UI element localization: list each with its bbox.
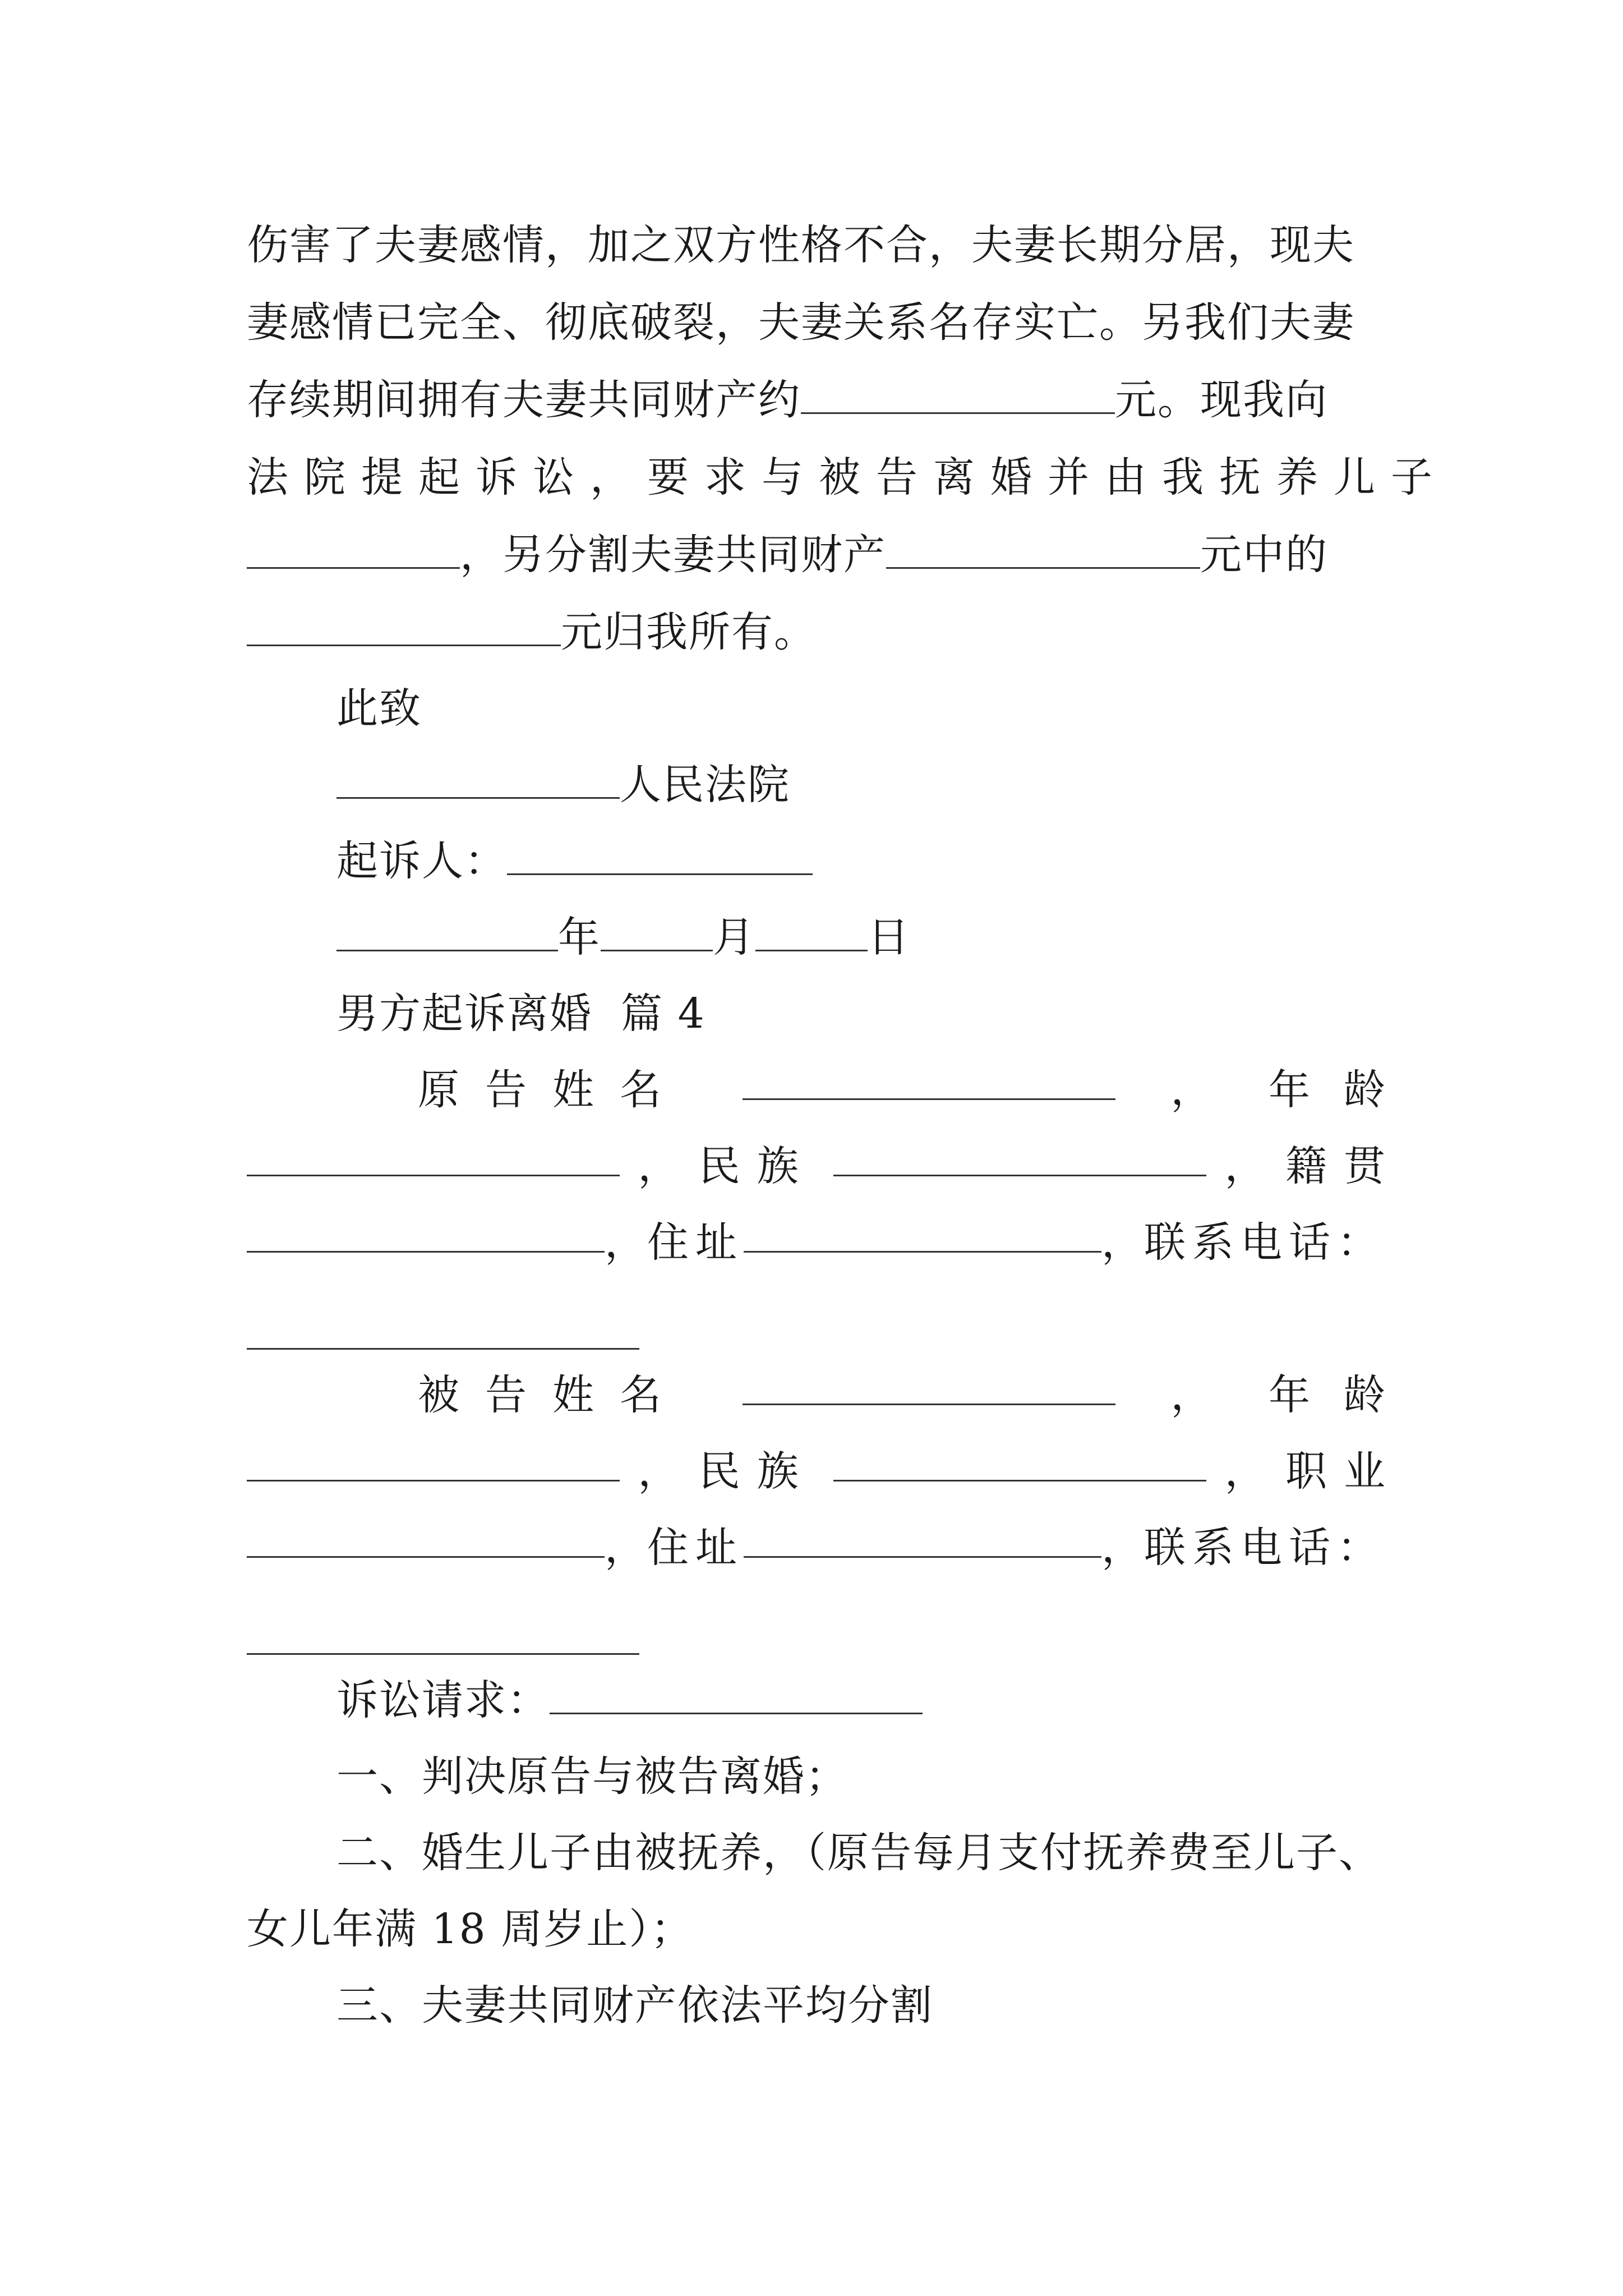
defendant-age-blank[interactable] bbox=[247, 1441, 620, 1481]
claim-1: 一、判决原告与被告离婚； bbox=[336, 1752, 848, 1801]
comma: ， bbox=[605, 1218, 647, 1267]
plaintiff-ethnicity-blank[interactable] bbox=[833, 1135, 1206, 1176]
defendant-phone-label: 联系电话： bbox=[1144, 1524, 1385, 1572]
plaintiff-sign-label: 起诉人： bbox=[336, 837, 507, 885]
body-text: 元归我所有。 bbox=[561, 608, 817, 656]
body-line-4: 法院提起诉讼，要求与被告离婚并由我抚养儿子 bbox=[247, 453, 1448, 501]
defendant-name-blank[interactable] bbox=[743, 1364, 1115, 1405]
defendant-age-label: 年龄 bbox=[1268, 1371, 1419, 1419]
defendant-occupation-label: 职业 bbox=[1285, 1447, 1402, 1496]
comma: ， bbox=[1224, 1447, 1267, 1496]
body-text: 元。现我向 bbox=[1115, 376, 1328, 424]
plaintiff-row-4 bbox=[247, 1288, 1385, 1350]
comma: ， bbox=[1101, 1524, 1144, 1572]
amount-blank[interactable] bbox=[801, 373, 1115, 414]
date-line bbox=[336, 907, 1385, 968]
comma: ， bbox=[1224, 1142, 1267, 1190]
body-line-3 bbox=[247, 369, 1385, 431]
comma: ， bbox=[638, 1447, 681, 1496]
defendant-name-label: 被告姓名 bbox=[418, 1371, 687, 1419]
plaintiff-origin-blank[interactable] bbox=[247, 1212, 605, 1253]
plaintiff-age-blank[interactable] bbox=[247, 1135, 620, 1176]
defendant-row-4 bbox=[247, 1593, 1385, 1655]
plaintiff-sign-line bbox=[336, 830, 1385, 892]
body-text: ，另分割夫妻共同财产 bbox=[460, 531, 886, 579]
claim-3: 三、夫妻共同财产依法平均分割 bbox=[336, 1981, 933, 2030]
comma: ， bbox=[1101, 1218, 1144, 1267]
defendant-row-3 bbox=[247, 1517, 1385, 1579]
claim-2-line-1: 二、婚生儿子由被抚养，（原告每月支付抚养费至儿子、 bbox=[336, 1829, 1381, 1877]
plaintiff-phone-label: 联系电话： bbox=[1144, 1218, 1385, 1267]
salutation: 此致 bbox=[336, 684, 422, 733]
month-label: 月 bbox=[713, 913, 755, 961]
court-line bbox=[336, 754, 1385, 816]
court-name-blank[interactable] bbox=[336, 758, 620, 799]
defendant-ethnicity-blank[interactable] bbox=[833, 1441, 1206, 1481]
comma: ， bbox=[1170, 1371, 1214, 1419]
claims-label-line bbox=[336, 1669, 1385, 1731]
year-blank[interactable] bbox=[336, 910, 558, 951]
plaintiff-ethnicity-label: 民族 bbox=[698, 1142, 815, 1190]
defendant-row-1 bbox=[418, 1364, 1419, 1426]
body-text: 存续期间拥有夫妻共同财产约 bbox=[247, 376, 801, 424]
defendant-row-2 bbox=[247, 1441, 1402, 1502]
plaintiff-address-blank[interactable] bbox=[744, 1212, 1101, 1253]
plaintiff-row-1 bbox=[418, 1059, 1419, 1121]
claims-blank[interactable] bbox=[550, 1673, 923, 1714]
defendant-phone-blank[interactable] bbox=[247, 1614, 639, 1655]
comma: ， bbox=[605, 1524, 647, 1572]
defendant-occupation-blank[interactable] bbox=[247, 1517, 605, 1558]
comma: ， bbox=[1170, 1066, 1214, 1114]
plaintiff-sign-blank[interactable] bbox=[507, 834, 813, 875]
plaintiff-row-3 bbox=[247, 1212, 1385, 1273]
defendant-ethnicity-label: 民族 bbox=[698, 1447, 815, 1496]
comma: ， bbox=[638, 1142, 681, 1190]
property-share-blank[interactable] bbox=[247, 605, 561, 646]
court-label: 人民法院 bbox=[620, 761, 790, 809]
defendant-address-label: 住址 bbox=[647, 1524, 744, 1572]
plaintiff-age-label: 年龄 bbox=[1268, 1066, 1419, 1114]
plaintiff-phone-blank[interactable] bbox=[247, 1309, 639, 1350]
plaintiff-address-label: 住址 bbox=[647, 1218, 744, 1267]
month-blank[interactable] bbox=[601, 910, 713, 951]
property-total-blank[interactable] bbox=[886, 528, 1200, 569]
body-line-1: 伤害了夫妻感情，加之双方性格不合，夫妻长期分居，现夫 bbox=[247, 221, 1355, 269]
year-label: 年 bbox=[558, 913, 601, 961]
plaintiff-origin-label: 籍贯 bbox=[1285, 1142, 1402, 1190]
day-label: 日 bbox=[868, 913, 910, 961]
claim-2-line-2: 女儿年满 18 周岁止）； bbox=[247, 1905, 694, 1953]
plaintiff-name-label: 原告姓名 bbox=[418, 1066, 687, 1114]
day-blank[interactable] bbox=[755, 910, 868, 951]
defendant-address-blank[interactable] bbox=[744, 1517, 1101, 1558]
plaintiff-row-2 bbox=[247, 1135, 1402, 1197]
body-line-2: 妻感情已完全、彻底破裂，夫妻关系名存实亡。另我们夫妻 bbox=[247, 298, 1355, 347]
section-title: 男方起诉离婚 篇 4 bbox=[336, 990, 706, 1038]
body-text: 元中的 bbox=[1200, 531, 1328, 579]
plaintiff-name-blank[interactable] bbox=[743, 1059, 1115, 1100]
body-line-6 bbox=[247, 601, 1385, 663]
child-name-blank[interactable] bbox=[247, 528, 460, 569]
body-line-5 bbox=[247, 524, 1385, 586]
claims-label: 诉讼请求： bbox=[336, 1676, 550, 1724]
